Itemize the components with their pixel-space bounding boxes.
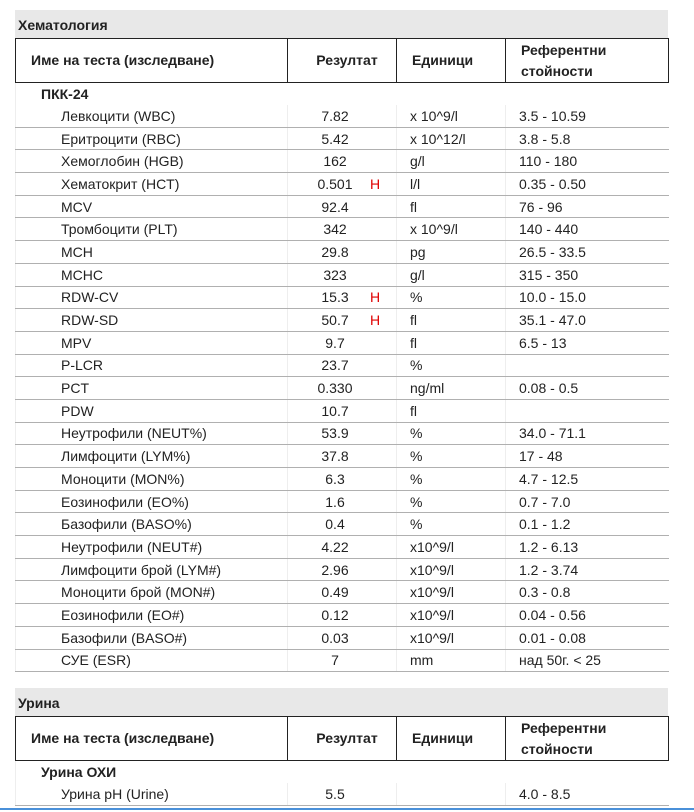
table-row [16,354,669,377]
unit: ng/ml [397,377,506,400]
result-value: 5.42 [321,130,349,147]
group-label: Урина ОХИ [16,761,669,784]
result-cell [288,173,397,196]
unit [397,783,506,805]
result-value: 0.4 [325,516,345,533]
bottom-divider [0,808,694,810]
test-name: Еозинофили (EO%) [16,490,288,513]
result-value: 342 [323,221,347,238]
result-value: 9.7 [325,334,345,351]
test-name: Хематокрит (HCT) [16,173,288,196]
result-cell [288,626,397,649]
reference-range: 140 - 440 [506,218,669,241]
table-row [16,536,669,559]
unit: g/l [397,150,506,173]
header-ref: Референтни стойности [506,717,669,761]
reference-range: 315 - 350 [506,263,669,286]
result-cell [288,649,397,672]
reference-range: 10.0 - 15.0 [506,286,669,309]
table-row [16,195,669,218]
unit: % [397,354,506,377]
table-row [16,263,669,286]
reference-range: 0.3 - 0.8 [506,581,669,604]
table-row [16,626,669,649]
unit: x10^9/l [397,558,506,581]
reference-range: 3.8 - 5.8 [506,127,669,150]
test-name: Моноцити брой (MON#) [16,581,288,604]
unit: x10^9/l [397,626,506,649]
reference-range: 0.35 - 0.50 [506,173,669,196]
test-name: MPV [16,331,288,354]
test-name: Базофили (BASO#) [16,626,288,649]
result-cell [288,513,397,536]
header-units: Единици [397,717,506,761]
result-cell [288,581,397,604]
table-row [16,150,669,173]
unit: pg [397,241,506,264]
reference-range: 76 - 96 [506,195,669,218]
result-value: 53.9 [321,425,349,442]
reference-range [506,399,669,422]
result-cell [288,422,397,445]
reference-range: 26.5 - 33.5 [506,241,669,264]
result-value: 92.4 [321,198,349,215]
unit: l/l [397,173,506,196]
hematology-section [15,10,668,672]
group-label: ПКК-24 [16,83,669,106]
unit: x10^9/l [397,536,506,559]
test-name: MCH [16,241,288,264]
reference-range: 6.5 - 13 [506,331,669,354]
unit: % [397,445,506,468]
header-name: Име на теста (изследване) [16,39,288,83]
test-name: Моноцити (MON%) [16,468,288,491]
test-name: Левкоцити (WBC) [16,105,288,127]
test-name: Хемоглобин (HGB) [16,150,288,173]
table-row [16,399,669,422]
result-cell [288,445,397,468]
test-name: RDW-SD [16,309,288,332]
unit: fl [397,331,506,354]
reference-range [506,354,669,377]
result-value: 4.22 [321,538,349,555]
result-value: 29.8 [321,243,349,260]
test-name: P-LCR [16,354,288,377]
reference-range: 0.04 - 0.56 [506,604,669,627]
result-value: 0.03 [321,629,349,646]
test-name: Тромбоцити (PLT) [16,218,288,241]
reference-range: 4.0 - 8.5 [506,783,669,805]
test-name: MCHC [16,263,288,286]
header-ref: Референтни стойности [506,39,669,83]
high-flag: H [370,289,381,306]
unit: x 10^9/l [397,218,506,241]
reference-range: над 50г. < 25 [506,649,669,672]
reference-range: 0.7 - 7.0 [506,490,669,513]
reference-range: 110 - 180 [506,150,669,173]
result-cell [288,241,397,264]
result-cell [288,309,397,332]
result-cell [288,377,397,400]
test-name: Еозинофили (EO#) [16,604,288,627]
result-cell [288,536,397,559]
table-row [16,468,669,491]
result-cell [288,604,397,627]
section-title: Хематология [15,10,668,38]
header-units: Единици [397,39,506,83]
unit: % [397,468,506,491]
table-row [16,309,669,332]
result-cell [288,195,397,218]
header-result: Резултат [288,39,397,83]
table-row [16,241,669,264]
reference-range: 1.2 - 6.13 [506,536,669,559]
result-cell [288,105,397,127]
test-name: Лимфоцити (LYM%) [16,445,288,468]
result-value: 7.82 [321,107,349,124]
result-value: 1.6 [325,493,345,510]
unit: x 10^9/l [397,105,506,127]
result-cell [288,399,397,422]
table-row [16,127,669,150]
reference-range: 0.08 - 0.5 [506,377,669,400]
unit: g/l [397,263,506,286]
reference-range: 35.1 - 47.0 [506,309,669,332]
test-name: RDW-CV [16,286,288,309]
urine-table [15,716,669,806]
reference-range: 4.7 - 12.5 [506,468,669,491]
test-name: PDW [16,399,288,422]
unit: x10^9/l [397,581,506,604]
section-title: Урина [15,688,668,716]
result-value: 50.7 [321,312,349,329]
result-cell [288,331,397,354]
result-cell [288,354,397,377]
result-cell [288,783,397,805]
unit: % [397,490,506,513]
test-name: Базофили (BASO%) [16,513,288,536]
table-row [16,581,669,604]
table-row [16,783,669,805]
result-cell [288,263,397,286]
result-value: 5.5 [325,785,345,802]
result-cell [288,127,397,150]
test-name: Неутрофили (NEUT%) [16,422,288,445]
table-row [16,286,669,309]
reference-range: 1.2 - 3.74 [506,558,669,581]
reference-range: 17 - 48 [506,445,669,468]
result-value: 6.3 [325,470,345,487]
header-result: Резултат [288,717,397,761]
unit: % [397,422,506,445]
reference-range: 0.1 - 1.2 [506,513,669,536]
result-cell [288,558,397,581]
table-row [16,513,669,536]
high-flag: H [370,312,381,329]
result-value: 0.49 [321,584,349,601]
result-cell [288,150,397,173]
high-flag: H [370,175,381,192]
unit: fl [397,309,506,332]
unit: % [397,513,506,536]
table-row [16,558,669,581]
unit: mm [397,649,506,672]
result-value: 37.8 [321,448,349,465]
result-value: 15.3 [321,289,349,306]
result-value: 162 [323,153,347,170]
header-name: Име на теста (изследване) [16,717,288,761]
result-cell [288,468,397,491]
table-row [16,377,669,400]
table-row [16,422,669,445]
test-name: Неутрофили (NEUT#) [16,536,288,559]
urine-section [15,688,668,806]
reference-range: 0.01 - 0.08 [506,626,669,649]
result-value: 2.96 [321,561,349,578]
result-value: 10.7 [321,402,349,419]
hematology-table [15,38,669,672]
result-value: 0.330 [317,380,353,397]
result-value: 0.501 [317,175,353,192]
unit: fl [397,399,506,422]
result-cell [288,286,397,309]
reference-range: 34.0 - 71.1 [506,422,669,445]
table-row [16,445,669,468]
test-name: Лимфоцити брой (LYM#) [16,558,288,581]
unit: % [397,286,506,309]
table-row [16,173,669,196]
test-name: Урина pH (Urine) [16,783,288,805]
test-name: MCV [16,195,288,218]
unit: x10^9/l [397,604,506,627]
result-value: 7 [331,652,339,669]
table-row [16,105,669,127]
test-name: СУЕ (ESR) [16,649,288,672]
result-value: 23.7 [321,357,349,374]
table-row [16,331,669,354]
result-cell [288,490,397,513]
table-row [16,490,669,513]
table-row [16,604,669,627]
test-name: PCT [16,377,288,400]
table-row [16,218,669,241]
result-cell [288,218,397,241]
result-value: 323 [323,266,347,283]
result-value: 0.12 [321,606,349,623]
test-name: Еритроцити (RBC) [16,127,288,150]
unit: fl [397,195,506,218]
reference-range: 3.5 - 10.59 [506,105,669,127]
table-row [16,649,669,672]
unit: x 10^12/l [397,127,506,150]
